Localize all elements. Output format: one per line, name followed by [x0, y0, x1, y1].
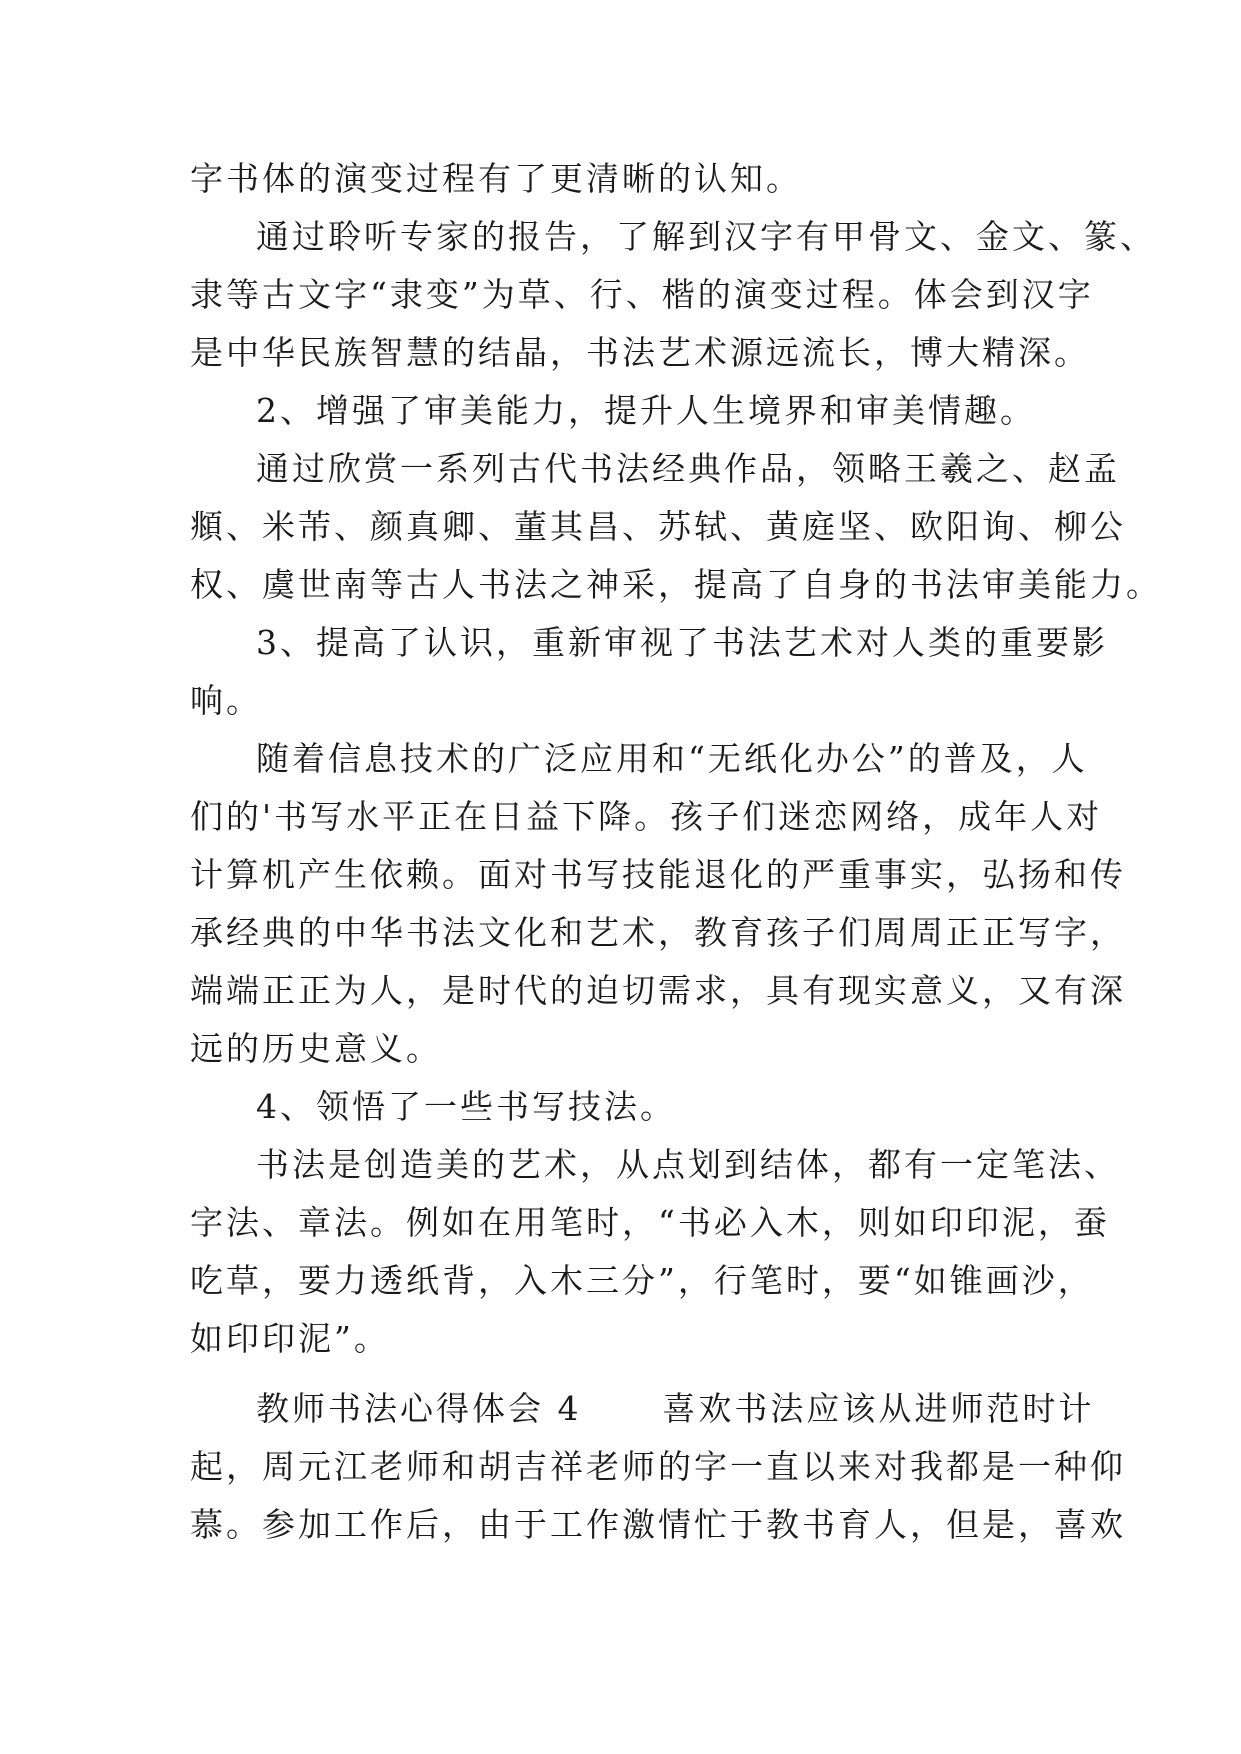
text-line: 頫、米芾、颜真卿、董其昌、苏轼、黄庭坚、欧阳询、柳公	[190, 507, 1126, 546]
section-heading: 4、领悟了一些书写技法。	[256, 1087, 676, 1126]
text-line: 响。	[190, 681, 262, 720]
text-line: 字书体的演变过程有了更清晰的认知。	[190, 159, 802, 198]
section-heading: 3、提高了认识，重新审视了书法艺术对人类的重要影	[256, 623, 1108, 662]
text-line: 字法、章法。例如在用笔时，“书必入木，则如印印泥，蚕	[190, 1203, 1110, 1242]
text-line: 通过欣赏一系列古代书法经典作品，领略王羲之、赵孟	[256, 449, 1120, 488]
text-line: 端端正正为人，是时代的迫切需求，具有现实意义，又有深	[190, 971, 1126, 1010]
text-line: 计算机产生依赖。面对书写技能退化的严重事实，弘扬和传	[190, 855, 1126, 894]
text-line: 权、虞世南等古人书法之神采，提高了自身的书法审美能力。	[190, 565, 1162, 604]
section-heading: 2、增强了审美能力，提升人生境界和审美情趣。	[256, 391, 1036, 430]
document-body	[190, 150, 1162, 1554]
text-line: 吃草，要力透纸背，入木三分”，行笔时，要“如锥画沙，	[190, 1261, 1094, 1300]
text-line: 是中华民族智慧的结晶，书法艺术源远流长，博大精深。	[190, 333, 1090, 372]
text-line: 承经典的中华书法文化和艺术，教育孩子们周周正正写字，	[190, 913, 1126, 952]
text-line: 随着信息技术的广泛应用和“无纸化办公”的普及，人	[256, 739, 1088, 778]
text-line: 起，周元江老师和胡吉祥老师的字一直以来对我都是一种仰	[190, 1447, 1126, 1486]
text-line: 们的'书写水平正在日益下降。孩子们迷恋网络，成年人对	[190, 797, 1103, 836]
text-line: 如印印泥”。	[190, 1319, 390, 1358]
article-title-line: 教师书法心得体会 4 喜欢书法应该从进师范时计	[256, 1389, 1095, 1428]
text-line: 通过聆听专家的报告，了解到汉字有甲骨文、金文、篆、	[256, 217, 1156, 256]
text-line: 书法是创造美的艺术，从点划到结体，都有一定笔法、	[256, 1145, 1120, 1184]
text-line: 远的历史意义。	[190, 1029, 442, 1068]
text-line: 隶等古文字“隶变”为草、行、楷的演变过程。体会到汉字	[190, 275, 1094, 314]
text-line: 慕。参加工作后，由于工作激情忙于教书育人，但是，喜欢	[190, 1505, 1126, 1544]
